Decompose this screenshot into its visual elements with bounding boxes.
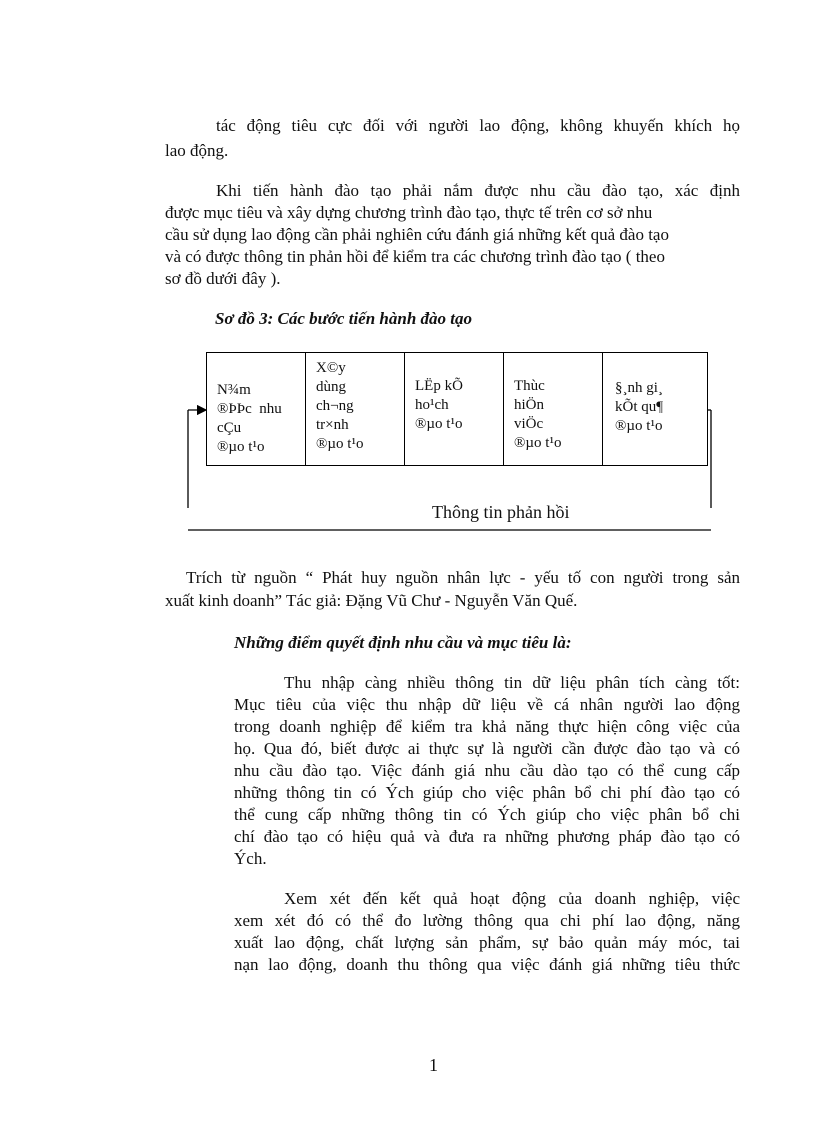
text-line: Ých. bbox=[234, 849, 267, 868]
text-line: và có được thông tin phản hồi để kiểm tra các chương trình đào tạo ( theo bbox=[165, 247, 665, 266]
box-text: ho¹ch bbox=[415, 397, 449, 413]
text-line: Xem xét đến kết quả hoạt động của doanh nghiệp, việc bbox=[284, 889, 740, 908]
box-text: ®µo t¹o bbox=[316, 436, 364, 452]
text-line: Khi tiến hành đào tạo phải nắm được nhu cầu đào tạo, xác định bbox=[216, 181, 740, 200]
text-line: Thu nhập càng nhiều thông tin dữ liệu phân tích càng tốt: bbox=[284, 673, 740, 692]
box-text: ®µo t¹o bbox=[415, 416, 463, 432]
box-text: tr×nh bbox=[316, 417, 349, 433]
box-text: §¸nh gi¸ bbox=[615, 380, 663, 396]
text-line: chí đào tạo có hiệu quả và đưa ra những phương pháp đào tạo có bbox=[234, 827, 740, 846]
box-text: X©y bbox=[316, 360, 346, 376]
feedback-label: Thông tin phản hồi bbox=[432, 502, 570, 522]
step-box-4 bbox=[503, 352, 609, 466]
text-line: Mục tiêu của việc thu nhập dữ liệu về cá nhân người lao động bbox=[234, 695, 740, 714]
box-text: ch¬ng bbox=[316, 398, 354, 414]
section-heading: Những điểm quyết định nhu cầu và mục tiêu là: bbox=[234, 633, 572, 652]
box-text: ®µo t¹o bbox=[514, 435, 562, 451]
box-text: Thùc bbox=[514, 378, 545, 394]
text-line: những thông tin có Ých giúp cho việc phân bổ chi phí đào tạo có bbox=[234, 783, 740, 802]
box-text: N¾m bbox=[217, 382, 251, 398]
box-text: cÇu bbox=[217, 420, 242, 436]
box-text: ®µo t¹o bbox=[217, 439, 265, 455]
step-box-3 bbox=[404, 352, 510, 466]
text-line: xem xét đó có thể đo lường thông qua chi phí lao động, năng bbox=[234, 911, 740, 930]
text-line: sơ đồ dưới đây ). bbox=[165, 269, 281, 288]
text-line: tác động tiêu cực đối với người lao động, không khuyến khích họ bbox=[216, 116, 740, 135]
box-text: kÕt qu¶ bbox=[615, 399, 664, 415]
text-line: cầu sử dụng lao động cần phải nghiên cứu đánh giá những kết quả đào tạo bbox=[165, 225, 669, 244]
text-line: xuất lao động, chất lượng sản phẩm, sự bảo quản máy móc, tai bbox=[234, 933, 740, 952]
text-line: Trích từ nguồn “ Phát huy nguồn nhân lực - yếu tố con người trong sản bbox=[186, 568, 740, 587]
text-line: xuất kinh doanh” Tác giả: Đặng Vũ Chư - Nguyễn Văn Quế. bbox=[165, 591, 578, 610]
box-text: dùng bbox=[316, 379, 346, 395]
step-box-2 bbox=[305, 352, 411, 466]
diagram-title: Sơ đồ 3: Các bước tiến hành đào tạo bbox=[215, 309, 473, 328]
text-line: thể cung cấp những thông tin có Ých giúp cho việc phân bổ chi bbox=[234, 805, 740, 824]
text-line: trong doanh nghiệp để kiểm tra khả năng thực hiện công việc của bbox=[234, 717, 740, 736]
page-number: 1 bbox=[429, 1055, 438, 1075]
text-line: nạn lao động, doanh thu thông qua việc đánh giá những tiêu thức bbox=[234, 955, 740, 974]
box-text: hiÖn bbox=[514, 397, 544, 413]
text-line: được mục tiêu và xây dựng chương trình đào tạo, thực tế trên cơ sở nhu bbox=[165, 203, 653, 222]
box-text: viÖc bbox=[514, 416, 544, 432]
box-text: ®µo t¹o bbox=[615, 418, 663, 434]
box-text: LËp kÕ bbox=[415, 378, 463, 394]
step-box-1 bbox=[206, 352, 312, 466]
text-line: họ. Qua đó, biết được ai thực sự là người cần được đào tạo và có bbox=[234, 739, 740, 758]
box-text: ®ÞÞc nhu bbox=[217, 401, 282, 417]
text-line: nhu cầu đào tạo. Việc đánh giá nhu cầu dào tạo có thể cung cấp bbox=[234, 761, 740, 780]
text-line: lao động. bbox=[165, 141, 229, 160]
step-box-5 bbox=[602, 352, 708, 466]
